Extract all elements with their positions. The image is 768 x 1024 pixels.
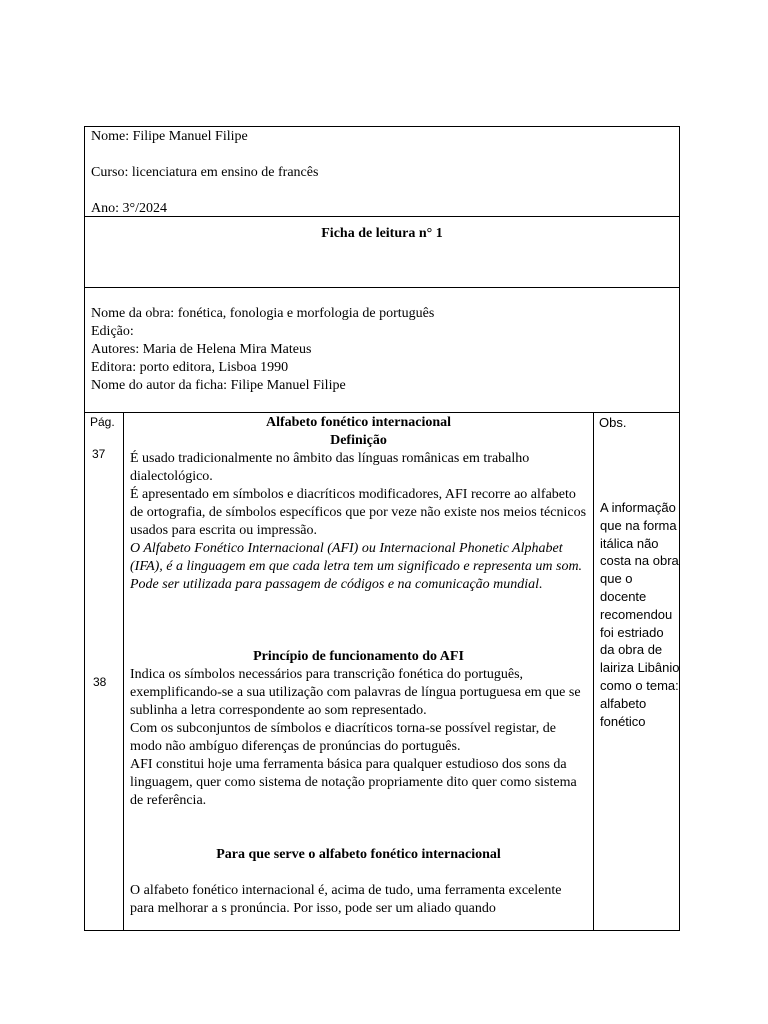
work-name: Nome da obra: fonética, fonologia e morfologia de português	[91, 306, 435, 321]
course: Curso: licenciatura em ensino de francês	[91, 165, 319, 180]
section-1-paragraph-1: É usado tradicionalmente no âmbito das línguas românicas em trabalho dialectológico.	[130, 451, 530, 484]
sheet-title	[84, 217, 680, 288]
authors: Autores: Maria de Helena Mira Mateus	[91, 342, 312, 357]
page-number-37: 37	[92, 447, 106, 461]
observation-note: A informação que na forma itálica não costa na obra que o docente recomendou foi estriado da obra de lairiza Libânio como o tema: alfabeto fonético	[600, 500, 680, 729]
section-1-paragraph-3: O Alfabeto Fonético Internacional (AFI) ou Internacional Phonetic Alphabet (IFA), é a linguagem em que cada letra tem um significado e representa um som. Pode ser utilizada para passagem de códigos e na comunicação mundial.	[130, 541, 583, 592]
year: Ano: 3°/2024	[91, 201, 167, 216]
page-column	[85, 413, 124, 930]
publisher: Editora: porto editora, Lisboa 1990	[91, 360, 289, 375]
page-column-header: Pág.	[90, 415, 115, 429]
section-2-paragraph-1: Indica os símbolos necessários para transcrição fonética do português, exemplificando-se a sua utilização com palavras de língua portuguesa em que se sublinha a letra correspondente ao som representado.	[130, 667, 581, 718]
section-3-paragraph-1: O alfabeto fonético internacional é, acima de tudo, uma ferramenta excelente para melhorar a s pronúncia. Por isso, pode ser um aliado quando	[130, 883, 562, 916]
section-3-title: Para que serve o alfabeto fonético internacional	[216, 847, 501, 862]
page-number-38: 38	[93, 675, 107, 689]
section-1-title: Alfabeto fonético internacional	[265, 415, 452, 430]
sheet-author: Nome do autor da ficha: Filipe Manuel Filipe	[91, 378, 346, 393]
student-header	[84, 126, 680, 217]
section-2-title: Princípio de funcionamento do AFI	[253, 649, 464, 664]
content-table	[84, 413, 680, 931]
content-column	[124, 413, 594, 930]
observations-column	[594, 413, 679, 930]
reading-sheet	[84, 126, 680, 931]
section-2-paragraph-2: Com os subconjuntos de símbolos e diacríticos torna-se possível registar, de modo não ambíguo diferenças de pronúncias do português.	[130, 721, 556, 754]
edition: Edição:	[91, 324, 134, 339]
section-1-paragraph-2: É apresentado em símbolos e diacríticos modificadores, AFI recorre ao alfabeto de ortografia, de símbolos específicos que por veze não existe nos meios técnicos usados para escrita ou impressão.	[130, 487, 587, 538]
section-1-subtitle: Definição	[330, 433, 387, 448]
work-info	[84, 288, 680, 413]
section-2-paragraph-3: AFI constitui hoje uma ferramenta básica para qualquer estudioso dos sons da linguagem, quer como sistema de notação propriamente dito quer como sistema de referência.	[130, 757, 577, 808]
observations-header: Obs.	[599, 415, 627, 430]
student-name: Nome: Filipe Manuel Filipe	[91, 129, 248, 144]
sheet-title-text: Ficha de leitura n° 1	[321, 226, 443, 241]
